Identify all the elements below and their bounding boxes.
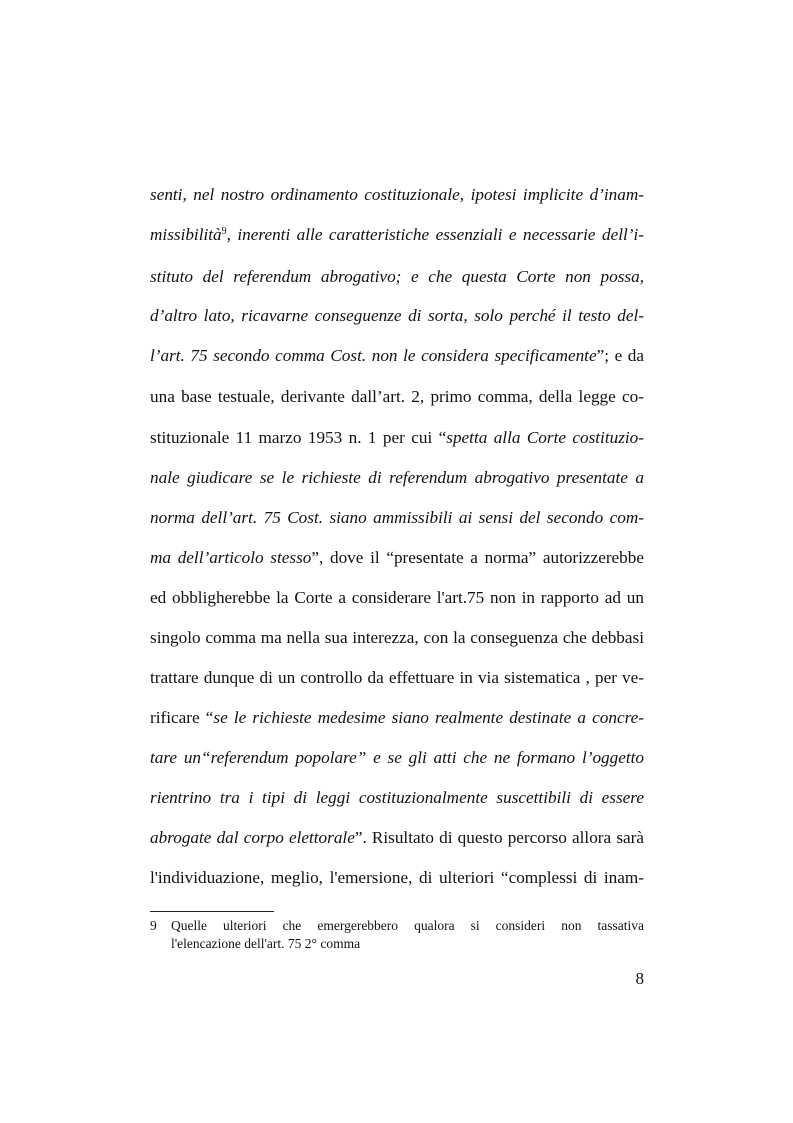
footnote-line-1: Quelle ulteriori che emergerebbero qualora si consideri non tassativa (171, 918, 644, 933)
body-line-4: d’altro lato, ricavarne conseguenze di sorta, solo perché il testo del- (150, 306, 644, 325)
footnote-reference[interactable]: 9 (221, 226, 227, 237)
body-line-3: stituto del referendum abrogativo; e che questa Corte non possa, (150, 267, 644, 286)
body-line-9: norma dell’art. 75 Cost. siano ammissibili ai sensi del secondo com- (150, 508, 644, 527)
body-line-16: rientrino tra i tipi di leggi costituzionalmente suscettibili di essere (150, 788, 644, 807)
footnote-line-2: l'elencazione dell'art. 75 2° comma (171, 936, 361, 951)
body-line-5: l’art. 75 secondo comma Cost. non le considera specificamente”; e da (150, 346, 644, 365)
body-line-12: singolo comma ma nella sua interezza, con la conseguenza che debbasi (150, 628, 644, 647)
body-line-7: stituzionale 11 marzo 1953 n. 1 per cui “spetta alla Corte costituzio- (150, 428, 644, 447)
body-line-15: tare un“referendum popolare” e se gli atti che ne formano l’oggetto (150, 748, 644, 767)
body-line-13: trattare dunque di un controllo da effettuare in via sistematica , per ve- (150, 668, 644, 687)
body-line-6: una base testuale, derivante dall’art. 2, primo comma, della legge co- (150, 387, 644, 406)
body-line-17: abrogate dal corpo elettorale”. Risultato di questo percorso allora sarà (150, 828, 644, 847)
body-line-14: rificare “se le richieste medesime siano realmente destinate a concre- (150, 708, 644, 727)
page-number: 8 (635, 969, 644, 988)
body-line-18: l'individuazione, meglio, l'emersione, di ulteriori “complessi di inam- (150, 868, 644, 887)
body-line-11: ed obbligherebbe la Corte a considerare l'art.75 non in rapporto ad un (150, 588, 644, 607)
body-line-1: senti, nel nostro ordinamento costituzionale, ipotesi implicite d’inam- (150, 185, 644, 204)
body-line-2: missibilità$^9$, inerenti alle caratteristiche essenziali e necessarie dell’i- (150, 225, 644, 244)
body-line-10: ma dell’articolo stesso”, dove il “presentate a norma” autorizzerebbe (150, 548, 644, 567)
footnote-number: 9 (150, 918, 157, 933)
body-line-8: nale giudicare se le richieste di referendum abrogativo presentate a (150, 468, 644, 487)
footnote-separator (150, 911, 274, 912)
